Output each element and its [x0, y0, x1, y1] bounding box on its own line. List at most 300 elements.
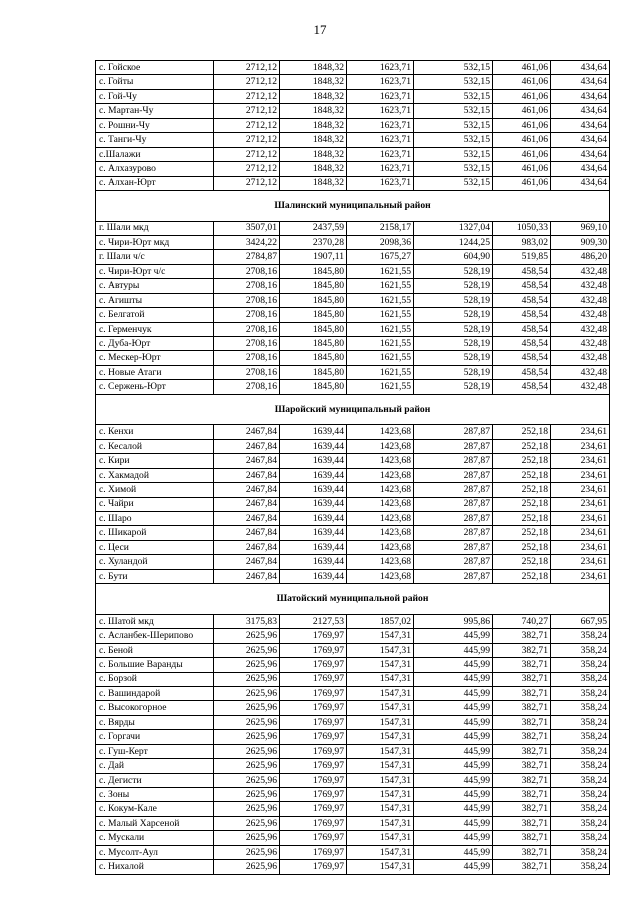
- tariff-value-cell: 532,15: [414, 61, 493, 75]
- tariff-value-cell: 287,87: [414, 497, 493, 511]
- table-row: [96, 802, 610, 816]
- tariff-value-cell: 382,71: [493, 759, 551, 773]
- tariff-value-cell: 358,24: [551, 715, 610, 729]
- tariff-value-cell: 1423,68: [347, 454, 414, 468]
- tariff-value-cell: 382,71: [493, 816, 551, 830]
- tariff-value-cell: 2712,12: [214, 61, 280, 75]
- tariff-value-cell: 1623,71: [347, 104, 414, 118]
- tariff-value-cell: 2625,96: [214, 831, 280, 845]
- table-row: [96, 860, 610, 874]
- tariff-value-cell: 1621,55: [347, 337, 414, 351]
- table-row: [96, 133, 610, 147]
- section-header-row: [96, 190, 610, 221]
- settlement-name-cell: с. Гойты: [96, 75, 214, 89]
- tariff-value-cell: 1547,31: [347, 672, 414, 686]
- tariff-value-cell: 382,71: [493, 629, 551, 643]
- table-row: [96, 629, 610, 643]
- tariff-value-cell: 1547,31: [347, 831, 414, 845]
- tariff-value-cell: 532,15: [414, 162, 493, 176]
- settlement-name-cell: с. Гойское: [96, 61, 214, 75]
- tariff-value-cell: 458,54: [493, 322, 551, 336]
- tariff-value-cell: 358,24: [551, 730, 610, 744]
- settlement-name-cell: с. Мускали: [96, 831, 214, 845]
- tariff-value-cell: 667,95: [551, 614, 610, 628]
- tariff-value-cell: 3424,22: [214, 235, 280, 249]
- tariff-value-cell: 1623,71: [347, 61, 414, 75]
- tariff-value-cell: 1547,31: [347, 860, 414, 874]
- tariff-value-cell: 287,87: [414, 569, 493, 583]
- table-row: [96, 279, 610, 293]
- table-row: [96, 337, 610, 351]
- tariff-value-cell: 358,24: [551, 845, 610, 859]
- tariff-value-cell: 1547,31: [347, 686, 414, 700]
- settlement-name-cell: с. Алхазурово: [96, 162, 214, 176]
- tariff-value-cell: 1769,97: [280, 773, 347, 787]
- tariff-value-cell: 1769,97: [280, 672, 347, 686]
- tariff-value-cell: 445,99: [414, 802, 493, 816]
- tariff-value-cell: 2158,17: [347, 221, 414, 235]
- tariff-value-cell: 1857,02: [347, 614, 414, 628]
- tariff-value-cell: 2625,96: [214, 802, 280, 816]
- settlement-name-cell: с. Хакмадой: [96, 468, 214, 482]
- table-row: [96, 569, 610, 583]
- tariff-value-cell: 1639,44: [280, 526, 347, 540]
- tariff-value-cell: 252,18: [493, 439, 551, 453]
- tariff-value-cell: 1623,71: [347, 75, 414, 89]
- tariff-value-cell: 1769,97: [280, 730, 347, 744]
- tariff-value-cell: 434,64: [551, 133, 610, 147]
- settlement-name-cell: с. Мусолт-Аул: [96, 845, 214, 859]
- tariff-value-cell: 1547,31: [347, 715, 414, 729]
- table-row: [96, 672, 610, 686]
- tariff-value-cell: 432,48: [551, 351, 610, 365]
- tariff-value-cell: 2625,96: [214, 686, 280, 700]
- tariff-value-cell: 2708,16: [214, 293, 280, 307]
- tariff-value-cell: 445,99: [414, 816, 493, 830]
- tariff-value-cell: 358,24: [551, 759, 610, 773]
- settlement-name-cell: с. Шикарой: [96, 526, 214, 540]
- tariff-value-cell: 2625,96: [214, 860, 280, 874]
- tariff-value-cell: 1623,71: [347, 147, 414, 161]
- table-row: [96, 250, 610, 264]
- tariff-value-cell: 1621,55: [347, 380, 414, 394]
- table-row: [96, 512, 610, 526]
- tariff-value-cell: 1547,31: [347, 773, 414, 787]
- tariff-value-cell: 287,87: [414, 483, 493, 497]
- tariff-value-cell: 1769,97: [280, 643, 347, 657]
- settlement-name-cell: с. Асланбек-Шерипово: [96, 629, 214, 643]
- tariff-value-cell: 1423,68: [347, 483, 414, 497]
- settlement-name-cell: г. Шали ч/с: [96, 250, 214, 264]
- table-row: [96, 89, 610, 103]
- tariff-value-cell: 1547,31: [347, 629, 414, 643]
- tariff-value-cell: 432,48: [551, 293, 610, 307]
- tariff-value-cell: 358,24: [551, 773, 610, 787]
- tariff-value-cell: 2625,96: [214, 701, 280, 715]
- tariff-value-cell: 528,19: [414, 380, 493, 394]
- tariff-value-cell: 458,54: [493, 308, 551, 322]
- tariff-value-cell: 458,54: [493, 293, 551, 307]
- table-row: [96, 322, 610, 336]
- table-row: [96, 730, 610, 744]
- tariff-value-cell: 445,99: [414, 658, 493, 672]
- tariff-value-cell: 458,54: [493, 337, 551, 351]
- tariff-value-cell: 461,06: [493, 133, 551, 147]
- tariff-value-cell: 1769,97: [280, 845, 347, 859]
- tariff-value-cell: 2625,96: [214, 643, 280, 657]
- table-row: [96, 104, 610, 118]
- tariff-value-cell: 1848,32: [280, 75, 347, 89]
- tariff-value-cell: 445,99: [414, 715, 493, 729]
- tariff-value-cell: 1423,68: [347, 497, 414, 511]
- tariff-value-cell: 532,15: [414, 118, 493, 132]
- tariff-value-cell: 2784,87: [214, 250, 280, 264]
- settlement-name-cell: с. Нихалой: [96, 860, 214, 874]
- tariff-value-cell: 2467,84: [214, 526, 280, 540]
- tariff-value-cell: 445,99: [414, 860, 493, 874]
- tariff-value-cell: 461,06: [493, 61, 551, 75]
- tariff-value-cell: 461,06: [493, 75, 551, 89]
- tariff-value-cell: 1848,32: [280, 118, 347, 132]
- tariff-value-cell: 252,18: [493, 425, 551, 439]
- tariff-value-cell: 2467,84: [214, 454, 280, 468]
- tariff-value-cell: 532,15: [414, 104, 493, 118]
- table-row: [96, 439, 610, 453]
- tariff-value-cell: 434,64: [551, 104, 610, 118]
- tariff-value-cell: 358,24: [551, 788, 610, 802]
- table-row: [96, 425, 610, 439]
- settlement-name-cell: с. Малый Харсеной: [96, 816, 214, 830]
- tariff-value-cell: 1327,04: [414, 221, 493, 235]
- table-row: [96, 468, 610, 482]
- tariff-value-cell: 3507,01: [214, 221, 280, 235]
- settlement-name-cell: с. Горгачи: [96, 730, 214, 744]
- table-row: [96, 816, 610, 830]
- tariff-value-cell: 1848,32: [280, 176, 347, 190]
- tariff-value-cell: 382,71: [493, 802, 551, 816]
- tariff-value-cell: 358,24: [551, 744, 610, 758]
- tariff-value-cell: 1623,71: [347, 118, 414, 132]
- tariff-value-cell: 1621,55: [347, 293, 414, 307]
- tariff-value-cell: 2712,12: [214, 147, 280, 161]
- settlement-name-cell: с. Автуры: [96, 279, 214, 293]
- table-row: [96, 759, 610, 773]
- tariff-value-cell: 445,99: [414, 773, 493, 787]
- tariff-value-cell: 1769,97: [280, 788, 347, 802]
- tariff-value-cell: 432,48: [551, 337, 610, 351]
- tariff-value-cell: 532,15: [414, 176, 493, 190]
- tariff-value-cell: 461,06: [493, 104, 551, 118]
- settlement-name-cell: с. Хуландой: [96, 555, 214, 569]
- tariff-value-cell: 2467,84: [214, 439, 280, 453]
- tariff-value-cell: 2625,96: [214, 773, 280, 787]
- table-row: [96, 147, 610, 161]
- tariff-value-cell: 1769,97: [280, 802, 347, 816]
- tariff-value-cell: 1547,31: [347, 744, 414, 758]
- tariff-value-cell: 528,19: [414, 322, 493, 336]
- settlement-name-cell: с. Мартан-Чу: [96, 104, 214, 118]
- tariff-value-cell: 1845,80: [280, 322, 347, 336]
- tariff-value-cell: 1769,97: [280, 715, 347, 729]
- tariff-value-cell: 382,71: [493, 658, 551, 672]
- tariff-value-cell: 445,99: [414, 643, 493, 657]
- tariff-value-cell: 1621,55: [347, 365, 414, 379]
- tariff-value-cell: 287,87: [414, 540, 493, 554]
- tariff-value-cell: 461,06: [493, 162, 551, 176]
- tariff-value-cell: 234,61: [551, 454, 610, 468]
- tariff-table-body: [96, 61, 610, 875]
- tariff-value-cell: 461,06: [493, 176, 551, 190]
- table-row: [96, 61, 610, 75]
- settlement-name-cell: с. Большие Варанды: [96, 658, 214, 672]
- settlement-name-cell: с. Танги-Чу: [96, 133, 214, 147]
- table-row: [96, 555, 610, 569]
- table-row: [96, 658, 610, 672]
- tariff-value-cell: 2625,96: [214, 629, 280, 643]
- tariff-value-cell: 234,61: [551, 468, 610, 482]
- tariff-value-cell: 358,24: [551, 672, 610, 686]
- tariff-value-cell: 1769,97: [280, 816, 347, 830]
- tariff-value-cell: 234,61: [551, 526, 610, 540]
- tariff-value-cell: 434,64: [551, 147, 610, 161]
- tariff-value-cell: 983,02: [493, 235, 551, 249]
- tariff-value-cell: 969,10: [551, 221, 610, 235]
- tariff-value-cell: 2712,12: [214, 133, 280, 147]
- tariff-value-cell: 252,18: [493, 468, 551, 482]
- tariff-value-cell: 434,64: [551, 162, 610, 176]
- tariff-value-cell: 287,87: [414, 526, 493, 540]
- tariff-value-cell: 382,71: [493, 831, 551, 845]
- settlement-name-cell: с. Новые Атаги: [96, 365, 214, 379]
- tariff-value-cell: 1769,97: [280, 686, 347, 700]
- tariff-value-cell: 252,18: [493, 483, 551, 497]
- tariff-value-cell: 382,71: [493, 701, 551, 715]
- settlement-name-cell: с. Зоны: [96, 788, 214, 802]
- tariff-value-cell: 2712,12: [214, 89, 280, 103]
- tariff-value-cell: 434,64: [551, 176, 610, 190]
- tariff-value-cell: 532,15: [414, 133, 493, 147]
- table-row: [96, 380, 610, 394]
- tariff-value-cell: 528,19: [414, 264, 493, 278]
- tariff-value-cell: 1639,44: [280, 425, 347, 439]
- tariff-value-cell: 1423,68: [347, 569, 414, 583]
- tariff-value-cell: 358,24: [551, 802, 610, 816]
- tariff-value-cell: 1845,80: [280, 380, 347, 394]
- settlement-name-cell: с. Цеси: [96, 540, 214, 554]
- tariff-value-cell: 287,87: [414, 468, 493, 482]
- settlement-name-cell: с. Шаро: [96, 512, 214, 526]
- tariff-value-cell: 1848,32: [280, 147, 347, 161]
- tariff-value-cell: 3175,83: [214, 614, 280, 628]
- tariff-value-cell: 1639,44: [280, 454, 347, 468]
- tariff-value-cell: 1848,32: [280, 89, 347, 103]
- tariff-value-cell: 445,99: [414, 788, 493, 802]
- tariff-value-cell: 432,48: [551, 279, 610, 293]
- section-header-row: [96, 584, 610, 615]
- tariff-value-cell: 2467,84: [214, 555, 280, 569]
- tariff-value-cell: 358,24: [551, 686, 610, 700]
- tariff-value-cell: 2467,84: [214, 540, 280, 554]
- tariff-value-cell: 2625,96: [214, 788, 280, 802]
- tariff-value-cell: 358,24: [551, 701, 610, 715]
- tariff-value-cell: 1547,31: [347, 730, 414, 744]
- tariff-value-cell: 1845,80: [280, 365, 347, 379]
- table-row: [96, 715, 610, 729]
- tariff-value-cell: 434,64: [551, 61, 610, 75]
- tariff-value-cell: 2712,12: [214, 176, 280, 190]
- tariff-table: [95, 60, 610, 875]
- settlement-name-cell: с. Кокум-Кале: [96, 802, 214, 816]
- settlement-name-cell: с. Шатой мкд: [96, 614, 214, 628]
- table-row: [96, 643, 610, 657]
- tariff-value-cell: 1845,80: [280, 337, 347, 351]
- table-row: [96, 308, 610, 322]
- tariff-value-cell: 382,71: [493, 730, 551, 744]
- tariff-value-cell: 1423,68: [347, 555, 414, 569]
- table-row: [96, 788, 610, 802]
- tariff-value-cell: 2127,53: [280, 614, 347, 628]
- tariff-value-cell: 445,99: [414, 629, 493, 643]
- table-row: [96, 526, 610, 540]
- tariff-value-cell: 604,90: [414, 250, 493, 264]
- tariff-value-cell: 1621,55: [347, 308, 414, 322]
- tariff-value-cell: 445,99: [414, 759, 493, 773]
- table-row: [96, 773, 610, 787]
- tariff-value-cell: 432,48: [551, 380, 610, 394]
- tariff-value-cell: 2370,28: [280, 235, 347, 249]
- tariff-value-cell: 1050,33: [493, 221, 551, 235]
- tariff-value-cell: 2625,96: [214, 730, 280, 744]
- table-row: [96, 351, 610, 365]
- settlement-name-cell: с. Алхан-Юрт: [96, 176, 214, 190]
- tariff-value-cell: 1623,71: [347, 176, 414, 190]
- settlement-name-cell: с. Дай: [96, 759, 214, 773]
- tariff-value-cell: 2708,16: [214, 380, 280, 394]
- tariff-value-cell: 445,99: [414, 686, 493, 700]
- table-row: [96, 118, 610, 132]
- tariff-value-cell: 432,48: [551, 365, 610, 379]
- tariff-value-cell: 358,24: [551, 816, 610, 830]
- tariff-value-cell: 1423,68: [347, 512, 414, 526]
- tariff-value-cell: 252,18: [493, 454, 551, 468]
- tariff-value-cell: 382,71: [493, 643, 551, 657]
- tariff-value-cell: 2467,84: [214, 497, 280, 511]
- tariff-value-cell: 1845,80: [280, 308, 347, 322]
- settlement-name-cell: с. Чири-Юрт мкд: [96, 235, 214, 249]
- tariff-value-cell: 2712,12: [214, 162, 280, 176]
- tariff-value-cell: 434,64: [551, 89, 610, 103]
- tariff-value-cell: 1547,31: [347, 701, 414, 715]
- tariff-value-cell: 234,61: [551, 425, 610, 439]
- tariff-value-cell: 1423,68: [347, 439, 414, 453]
- table-row: [96, 365, 610, 379]
- settlement-name-cell: с. Гой-Чу: [96, 89, 214, 103]
- tariff-value-cell: 234,61: [551, 555, 610, 569]
- tariff-value-cell: 2467,84: [214, 569, 280, 583]
- table-row: [96, 540, 610, 554]
- tariff-value-cell: 2625,96: [214, 744, 280, 758]
- table-row: [96, 497, 610, 511]
- tariff-value-cell: 1623,71: [347, 89, 414, 103]
- tariff-value-cell: 2625,96: [214, 759, 280, 773]
- settlement-name-cell: с. Вярды: [96, 715, 214, 729]
- tariff-value-cell: 434,64: [551, 75, 610, 89]
- tariff-value-cell: 382,71: [493, 845, 551, 859]
- settlement-name-cell: с. Сержень-Юрт: [96, 380, 214, 394]
- tariff-value-cell: 1848,32: [280, 162, 347, 176]
- tariff-value-cell: 1848,32: [280, 104, 347, 118]
- tariff-value-cell: 1423,68: [347, 540, 414, 554]
- tariff-value-cell: 2712,12: [214, 118, 280, 132]
- tariff-value-cell: 1845,80: [280, 351, 347, 365]
- tariff-value-cell: 358,24: [551, 658, 610, 672]
- table-row: [96, 264, 610, 278]
- tariff-value-cell: 1547,31: [347, 816, 414, 830]
- tariff-value-cell: 1621,55: [347, 322, 414, 336]
- settlement-name-cell: с. Чири-Юрт ч/с: [96, 264, 214, 278]
- tariff-value-cell: 2708,16: [214, 365, 280, 379]
- tariff-value-cell: 382,71: [493, 686, 551, 700]
- tariff-value-cell: 287,87: [414, 439, 493, 453]
- tariff-value-cell: 1621,55: [347, 279, 414, 293]
- tariff-value-cell: 252,18: [493, 512, 551, 526]
- tariff-value-cell: 1547,31: [347, 658, 414, 672]
- tariff-value-cell: 432,48: [551, 308, 610, 322]
- tariff-value-cell: 1769,97: [280, 744, 347, 758]
- tariff-value-cell: 1639,44: [280, 497, 347, 511]
- tariff-value-cell: 382,71: [493, 773, 551, 787]
- tariff-value-cell: 445,99: [414, 845, 493, 859]
- tariff-value-cell: 252,18: [493, 540, 551, 554]
- tariff-value-cell: 358,24: [551, 860, 610, 874]
- settlement-name-cell: с. Кири: [96, 454, 214, 468]
- tariff-value-cell: 2467,84: [214, 468, 280, 482]
- tariff-value-cell: 528,19: [414, 337, 493, 351]
- tariff-value-cell: 458,54: [493, 365, 551, 379]
- tariff-value-cell: 2437,59: [280, 221, 347, 235]
- settlement-name-cell: с. Дуба-Юрт: [96, 337, 214, 351]
- tariff-value-cell: 2708,16: [214, 308, 280, 322]
- table-row: [96, 454, 610, 468]
- tariff-value-cell: 528,19: [414, 293, 493, 307]
- tariff-value-cell: 740,27: [493, 614, 551, 628]
- table-row: [96, 701, 610, 715]
- settlement-name-cell: с. Химой: [96, 483, 214, 497]
- tariff-value-cell: 1639,44: [280, 540, 347, 554]
- settlement-name-cell: с. Дегисти: [96, 773, 214, 787]
- tariff-value-cell: 358,24: [551, 643, 610, 657]
- page-number: 17: [313, 22, 327, 37]
- tariff-value-cell: 2467,84: [214, 512, 280, 526]
- tariff-value-cell: 382,71: [493, 860, 551, 874]
- tariff-value-cell: 1907,11: [280, 250, 347, 264]
- table-row: [96, 845, 610, 859]
- tariff-value-cell: 2467,84: [214, 425, 280, 439]
- tariff-value-cell: 1639,44: [280, 569, 347, 583]
- table-row: [96, 831, 610, 845]
- settlement-name-cell: с.Шалажи: [96, 147, 214, 161]
- table-row: [96, 75, 610, 89]
- tariff-value-cell: 528,19: [414, 308, 493, 322]
- tariff-value-cell: 1621,55: [347, 351, 414, 365]
- tariff-value-cell: 1423,68: [347, 425, 414, 439]
- tariff-value-cell: 445,99: [414, 701, 493, 715]
- tariff-value-cell: 528,19: [414, 279, 493, 293]
- tariff-value-cell: 445,99: [414, 831, 493, 845]
- tariff-value-cell: 1621,55: [347, 264, 414, 278]
- tariff-value-cell: 252,18: [493, 555, 551, 569]
- tariff-value-cell: 458,54: [493, 351, 551, 365]
